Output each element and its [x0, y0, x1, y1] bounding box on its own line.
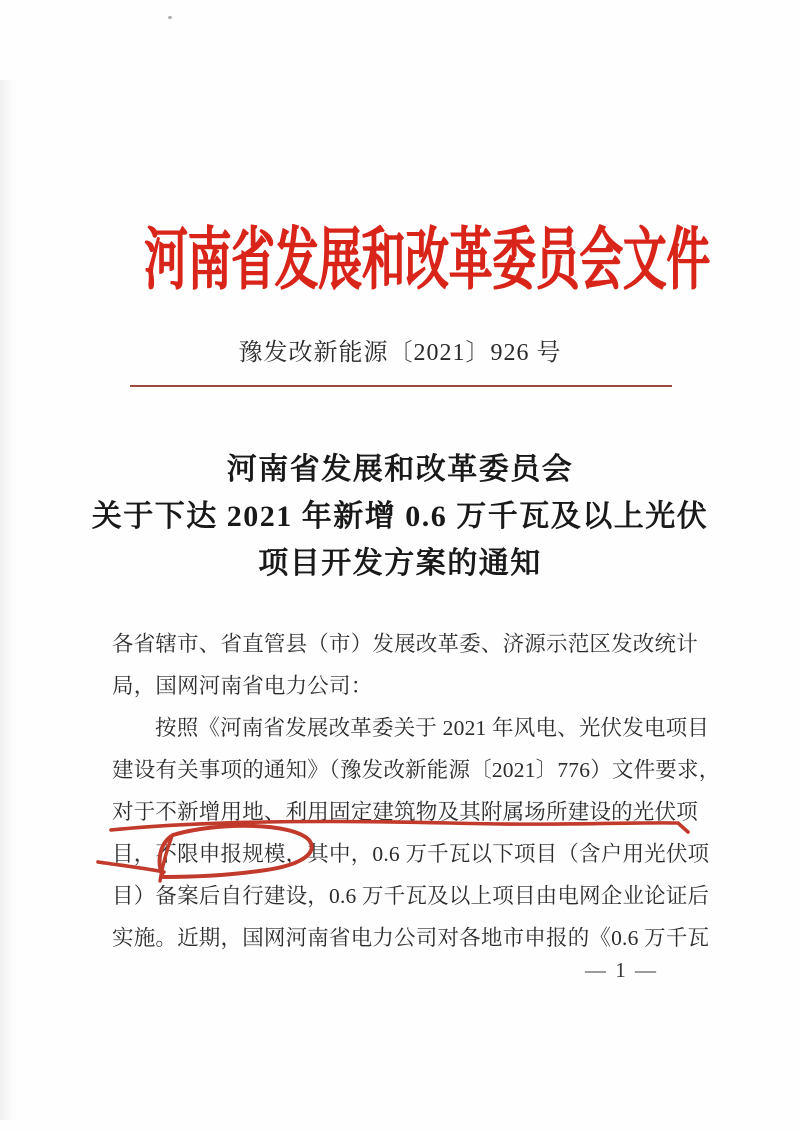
- paragraph-line: 建设有关事项的通知》（豫发改新能源〔2021〕776）文件要求，: [112, 758, 721, 782]
- document-reference-number: 豫发改新能源〔2021〕926 号: [238, 340, 562, 366]
- document-title-line-3: 项目开发方案的通知: [258, 547, 542, 580]
- scan-smudge: [0, 80, 14, 1120]
- document-body: [112, 623, 721, 959]
- paragraph-line-underlined: 对于不新增用地、利用固定建筑物及其附属场所建设的光伏项: [112, 800, 698, 824]
- paragraph-line: 目）备案后自行建设，0.6 万千瓦及以上项目由电网企业论证后: [112, 884, 710, 908]
- red-divider-rule: [130, 385, 672, 387]
- page-number: — 1 —: [585, 958, 658, 982]
- red-letterhead-title: 河南省发展和改革委员会文件: [144, 222, 710, 298]
- paragraph-line: 按照《河南省发展改革委关于 2021 年风电、光伏发电项目: [155, 716, 710, 740]
- paragraph-line: 实施。近期，国网河南省电力公司对各地市申报的《0.6 万千瓦: [112, 926, 710, 950]
- document-title-line-1: 河南省发展和改革委员会: [226, 453, 574, 486]
- salutation-line: 各省辖市、省直管县（市）发展改革委、济源示范区发改统计: [112, 632, 698, 656]
- paragraph-line-circled: 目，不限申报规模，其中，0.6 万千瓦以下项目（含户用光伏项: [112, 842, 710, 866]
- salutation-line: 局，国网河南省电力公司：: [112, 674, 373, 698]
- scan-speck: [168, 16, 172, 19]
- document-title-line-2: 关于下达 2021 年新增 0.6 万千瓦及以上光伏: [91, 500, 709, 533]
- document-title: [0, 446, 800, 587]
